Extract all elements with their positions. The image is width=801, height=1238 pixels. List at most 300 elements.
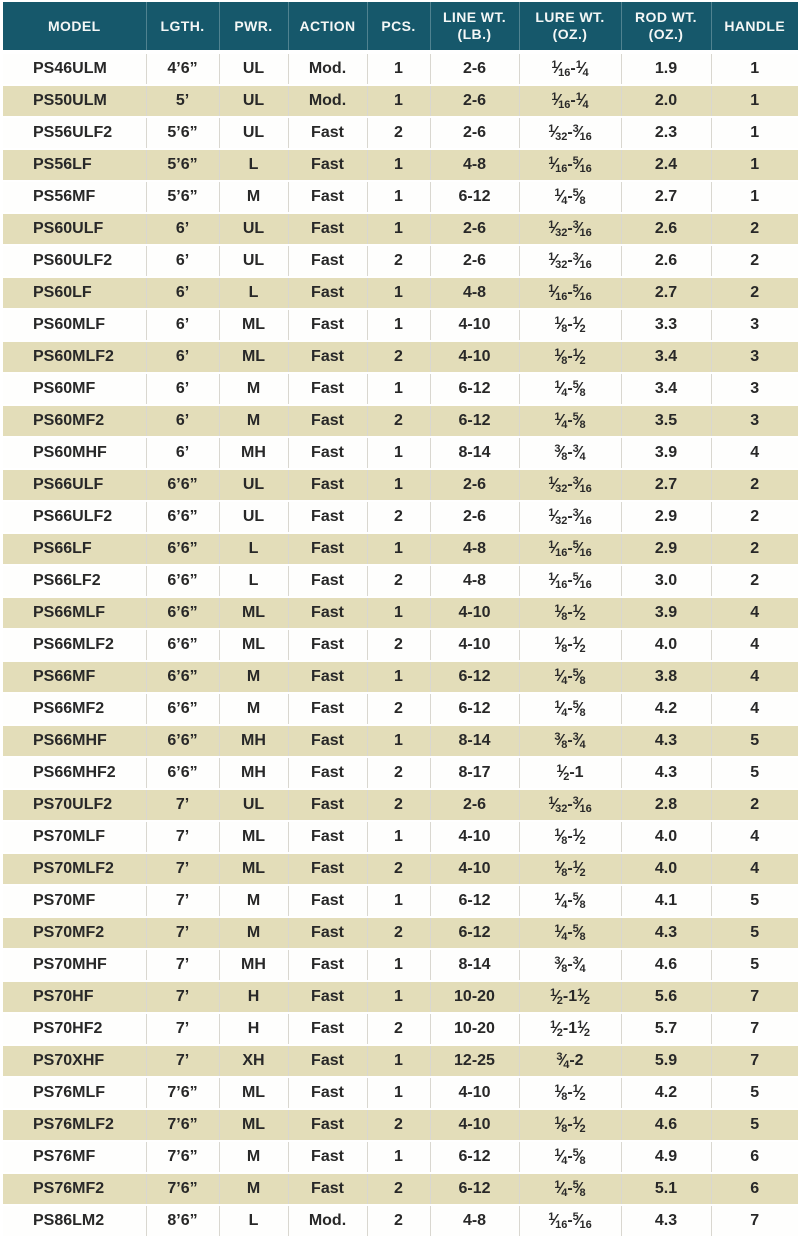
cell-handle: 5 [711, 1109, 798, 1141]
cell-lure_wt: $^1⁄_{16}-^5⁄_{16}$ [519, 565, 621, 597]
cell-rod_wt: 2.9 [621, 533, 711, 565]
cell-line_wt: 4-8 [430, 1205, 519, 1236]
cell-power: UL [219, 213, 288, 245]
cell-lure_wt: $^3⁄_8-^3⁄_4$ [519, 949, 621, 981]
cell-line_wt: 12-25 [430, 1045, 519, 1077]
cell-model: PS66MLF2 [33, 636, 114, 653]
cell-action: Mod. [288, 1205, 367, 1236]
cell-rod_wt: 2.7 [621, 181, 711, 213]
cell-action: Fast [288, 949, 367, 981]
cell-line_wt: 4-10 [430, 341, 519, 373]
cell-line_wt: 2-6 [430, 789, 519, 821]
cell-line_wt: 2-6 [430, 501, 519, 533]
cell-handle: 4 [711, 693, 798, 725]
cell-line_wt: 6-12 [430, 1173, 519, 1205]
cell-power: MH [219, 725, 288, 757]
cell-model: PS70MLF2 [33, 860, 114, 877]
cell-handle: 7 [711, 1205, 798, 1236]
cell-action: Fast [288, 373, 367, 405]
cell-line_wt: 4-10 [430, 309, 519, 341]
cell-lure_wt: $^1⁄_{32}-^3⁄_{16}$ [519, 117, 621, 149]
spec-row-ps66mlf [3, 597, 798, 629]
cell-handle: 2 [711, 789, 798, 821]
cell-model: PS56ULF2 [33, 124, 113, 141]
cell-lure_wt: $^1⁄_2-1^1⁄_2$ [519, 1013, 621, 1045]
cell-pcs: 1 [367, 469, 430, 501]
cell-pcs: 2 [367, 1173, 430, 1205]
cell-pcs: 2 [367, 341, 430, 373]
cell-model: PS66MF2 [33, 700, 105, 717]
cell-line_wt: 4-8 [430, 533, 519, 565]
cell-length: 6’6” [146, 725, 219, 757]
cell-action: Mod. [288, 52, 367, 85]
cell-power: UL [219, 117, 288, 149]
spec-row-ps70mf [3, 885, 798, 917]
cell-rod_wt: 5.6 [621, 981, 711, 1013]
spec-row-ps56lf [3, 149, 798, 181]
cell-pcs: 1 [367, 821, 430, 853]
cell-length: 7’ [146, 981, 219, 1013]
cell-power: L [219, 1205, 288, 1236]
cell-handle: 4 [711, 437, 798, 469]
cell-lure_wt: $^1⁄_8-^1⁄_2$ [519, 629, 621, 661]
cell-pcs: 1 [367, 597, 430, 629]
cell-handle: 1 [711, 149, 798, 181]
cell-line_wt: 4-10 [430, 821, 519, 853]
cell-rod_wt: 4.2 [621, 1077, 711, 1109]
header-cell-lure_wt: LURE WT. (OZ.) [519, 2, 621, 52]
cell-length: 5’6” [146, 117, 219, 149]
cell-pcs: 2 [367, 853, 430, 885]
cell-rod_wt: 3.4 [621, 341, 711, 373]
cell-length: 6’ [146, 309, 219, 341]
cell-pcs: 1 [367, 1141, 430, 1173]
cell-length: 6’6” [146, 533, 219, 565]
spec-row-ps66mf [3, 661, 798, 693]
cell-handle: 2 [711, 565, 798, 597]
cell-handle: 3 [711, 405, 798, 437]
cell-length: 6’ [146, 437, 219, 469]
cell-pcs: 2 [367, 117, 430, 149]
cell-action: Fast [288, 789, 367, 821]
cell-line_wt: 4-10 [430, 1109, 519, 1141]
cell-model: PS56LF [33, 156, 92, 173]
cell-length: 7’6” [146, 1109, 219, 1141]
cell-line_wt: 6-12 [430, 1141, 519, 1173]
cell-model: PS66LF [33, 540, 92, 557]
cell-handle: 4 [711, 853, 798, 885]
cell-rod_wt: 2.4 [621, 149, 711, 181]
cell-model: PS70MF2 [33, 924, 105, 941]
cell-rod_wt: 2.9 [621, 501, 711, 533]
cell-pcs: 2 [367, 789, 430, 821]
cell-model: PS76MF2 [33, 1180, 105, 1197]
cell-pcs: 1 [367, 437, 430, 469]
cell-pcs: 1 [367, 885, 430, 917]
cell-model: PS60LF [33, 284, 92, 301]
cell-lure_wt: $^1⁄_{16}-^5⁄_{16}$ [519, 1205, 621, 1236]
cell-action: Fast [288, 693, 367, 725]
cell-line_wt: 2-6 [430, 213, 519, 245]
cell-power: MH [219, 437, 288, 469]
cell-handle: 2 [711, 469, 798, 501]
cell-lure_wt: $^1⁄_8-^1⁄_2$ [519, 341, 621, 373]
cell-action: Fast [288, 1013, 367, 1045]
cell-line_wt: 6-12 [430, 373, 519, 405]
cell-rod_wt: 3.9 [621, 437, 711, 469]
cell-power: L [219, 149, 288, 181]
cell-rod_wt: 2.0 [621, 85, 711, 117]
cell-handle: 7 [711, 1045, 798, 1077]
cell-length: 5’ [146, 85, 219, 117]
cell-rod_wt: 4.0 [621, 821, 711, 853]
cell-handle: 6 [711, 1173, 798, 1205]
cell-length: 6’6” [146, 661, 219, 693]
cell-handle: 5 [711, 757, 798, 789]
cell-model: PS50ULM [33, 92, 107, 109]
spec-row-ps46ulm [3, 52, 798, 85]
spec-row-ps56ulf2 [3, 117, 798, 149]
cell-pcs: 1 [367, 309, 430, 341]
cell-handle: 7 [711, 1013, 798, 1045]
header-row [3, 2, 798, 52]
cell-lure_wt: $^3⁄_8-^3⁄_4$ [519, 725, 621, 757]
cell-power: L [219, 533, 288, 565]
spec-row-ps60mlf [3, 309, 798, 341]
cell-model: PS66MLF [33, 604, 106, 621]
cell-handle: 2 [711, 277, 798, 309]
cell-model: PS70MF [33, 892, 96, 909]
cell-lure_wt: $^1⁄_4-^5⁄_8$ [519, 405, 621, 437]
cell-line_wt: 6-12 [430, 917, 519, 949]
cell-rod_wt: 2.7 [621, 469, 711, 501]
cell-model: PS60MF [33, 380, 96, 397]
cell-handle: 5 [711, 949, 798, 981]
spec-row-ps66mhf [3, 725, 798, 757]
cell-rod_wt: 2.3 [621, 117, 711, 149]
cell-line_wt: 4-8 [430, 277, 519, 309]
cell-action: Fast [288, 661, 367, 693]
cell-handle: 5 [711, 885, 798, 917]
cell-handle: 4 [711, 597, 798, 629]
cell-model: PS66ULF2 [33, 508, 113, 525]
cell-rod_wt: 5.7 [621, 1013, 711, 1045]
cell-handle: 2 [711, 245, 798, 277]
cell-power: UL [219, 789, 288, 821]
header-cell-line_wt: LINE WT. (LB.) [430, 2, 519, 52]
cell-lure_wt: $^3⁄_4-2$ [519, 1045, 621, 1077]
cell-power: L [219, 277, 288, 309]
cell-line_wt: 8-14 [430, 725, 519, 757]
cell-model: PS66MF [33, 668, 96, 685]
spec-row-ps66mf2 [3, 693, 798, 725]
cell-power: M [219, 1141, 288, 1173]
spec-row-ps70mlf2 [3, 853, 798, 885]
cell-power: ML [219, 309, 288, 341]
cell-pcs: 2 [367, 1205, 430, 1236]
cell-action: Fast [288, 1077, 367, 1109]
spec-row-ps60mf [3, 373, 798, 405]
cell-line_wt: 2-6 [430, 245, 519, 277]
cell-power: ML [219, 1109, 288, 1141]
cell-action: Fast [288, 469, 367, 501]
cell-line_wt: 6-12 [430, 181, 519, 213]
cell-lure_wt: $^3⁄_8-^3⁄_4$ [519, 437, 621, 469]
cell-lure_wt: $^1⁄_{16}-^1⁄_4$ [519, 52, 621, 85]
spec-row-ps50ulm [3, 85, 798, 117]
cell-handle: 3 [711, 341, 798, 373]
cell-length: 7’ [146, 821, 219, 853]
cell-length: 6’ [146, 245, 219, 277]
cell-rod_wt: 4.3 [621, 757, 711, 789]
cell-pcs: 1 [367, 981, 430, 1013]
cell-rod_wt: 2.8 [621, 789, 711, 821]
cell-pcs: 1 [367, 1077, 430, 1109]
spec-row-ps66mlf2 [3, 629, 798, 661]
cell-action: Fast [288, 885, 367, 917]
cell-rod_wt: 3.9 [621, 597, 711, 629]
cell-power: ML [219, 1077, 288, 1109]
cell-length: 7’ [146, 1045, 219, 1077]
cell-power: M [219, 373, 288, 405]
cell-power: UL [219, 501, 288, 533]
cell-handle: 1 [711, 52, 798, 85]
cell-action: Fast [288, 533, 367, 565]
cell-lure_wt: $^1⁄_8-^1⁄_2$ [519, 309, 621, 341]
cell-model: PS70MLF [33, 828, 106, 845]
cell-model: PS60MF2 [33, 412, 105, 429]
cell-length: 7’ [146, 789, 219, 821]
spec-row-ps76mf [3, 1141, 798, 1173]
cell-action: Fast [288, 149, 367, 181]
spec-row-ps66lf [3, 533, 798, 565]
cell-pcs: 1 [367, 373, 430, 405]
cell-action: Fast [288, 853, 367, 885]
cell-lure_wt: $^1⁄_2-1$ [519, 757, 621, 789]
cell-lure_wt: $^1⁄_4-^5⁄_8$ [519, 1173, 621, 1205]
cell-action: Fast [288, 725, 367, 757]
cell-lure_wt: $^1⁄_4-^5⁄_8$ [519, 917, 621, 949]
cell-line_wt: 4-10 [430, 1077, 519, 1109]
cell-length: 7’6” [146, 1077, 219, 1109]
cell-action: Fast [288, 277, 367, 309]
spec-row-ps60mlf2 [3, 341, 798, 373]
cell-rod_wt: 1.9 [621, 52, 711, 85]
cell-pcs: 1 [367, 85, 430, 117]
cell-power: UL [219, 52, 288, 85]
cell-action: Fast [288, 501, 367, 533]
cell-action: Fast [288, 181, 367, 213]
cell-model: PS76MLF2 [33, 1116, 114, 1133]
spec-row-ps86lm2 [3, 1205, 798, 1236]
cell-rod_wt: 3.3 [621, 309, 711, 341]
cell-rod_wt: 3.4 [621, 373, 711, 405]
cell-handle: 1 [711, 117, 798, 149]
cell-length: 7’ [146, 917, 219, 949]
cell-power: M [219, 917, 288, 949]
spec-row-ps66lf2 [3, 565, 798, 597]
cell-action: Fast [288, 1173, 367, 1205]
cell-pcs: 2 [367, 693, 430, 725]
cell-pcs: 2 [367, 917, 430, 949]
spec-row-ps70mhf [3, 949, 798, 981]
cell-power: ML [219, 341, 288, 373]
cell-power: M [219, 1173, 288, 1205]
cell-length: 6’ [146, 373, 219, 405]
cell-rod_wt: 3.5 [621, 405, 711, 437]
cell-model: PS70HF2 [33, 1020, 103, 1037]
spec-row-ps60mf2 [3, 405, 798, 437]
cell-length: 5’6” [146, 181, 219, 213]
cell-model: PS60ULF2 [33, 252, 113, 269]
cell-handle: 1 [711, 181, 798, 213]
table-body [3, 52, 798, 1236]
header-cell-model: MODEL [3, 2, 146, 52]
cell-action: Fast [288, 437, 367, 469]
header-cell-power: PWR. [219, 2, 288, 52]
header-cell-handle: HANDLE [711, 2, 798, 52]
cell-power: MH [219, 757, 288, 789]
cell-pcs: 1 [367, 533, 430, 565]
cell-length: 6’ [146, 405, 219, 437]
cell-length: 7’ [146, 853, 219, 885]
cell-pcs: 1 [367, 725, 430, 757]
cell-pcs: 1 [367, 149, 430, 181]
spec-row-ps60lf [3, 277, 798, 309]
spec-row-ps70mlf [3, 821, 798, 853]
cell-power: M [219, 181, 288, 213]
cell-action: Fast [288, 1141, 367, 1173]
spec-row-ps70hf [3, 981, 798, 1013]
cell-line_wt: 6-12 [430, 661, 519, 693]
cell-pcs: 1 [367, 181, 430, 213]
cell-model: PS70MHF [33, 956, 107, 973]
cell-lure_wt: $^1⁄_{16}-^5⁄_{16}$ [519, 149, 621, 181]
cell-power: H [219, 981, 288, 1013]
cell-action: Fast [288, 341, 367, 373]
cell-model: PS60ULF [33, 220, 104, 237]
spec-row-ps70mf2 [3, 917, 798, 949]
cell-length: 6’6” [146, 597, 219, 629]
cell-line_wt: 6-12 [430, 693, 519, 725]
cell-model: PS66MHF2 [33, 764, 116, 781]
cell-rod_wt: 2.6 [621, 213, 711, 245]
spec-row-ps70ulf2 [3, 789, 798, 821]
cell-pcs: 1 [367, 661, 430, 693]
cell-power: ML [219, 821, 288, 853]
spec-row-ps56mf [3, 181, 798, 213]
cell-model: PS76MLF [33, 1084, 106, 1101]
cell-action: Fast [288, 117, 367, 149]
cell-line_wt: 2-6 [430, 85, 519, 117]
cell-line_wt: 2-6 [430, 117, 519, 149]
cell-line_wt: 8-14 [430, 949, 519, 981]
cell-model: PS60MLF [33, 316, 106, 333]
cell-handle: 4 [711, 821, 798, 853]
cell-lure_wt: $^1⁄_{32}-^3⁄_{16}$ [519, 501, 621, 533]
cell-line_wt: 2-6 [430, 469, 519, 501]
cell-rod_wt: 4.0 [621, 629, 711, 661]
cell-lure_wt: $^1⁄_4-^5⁄_8$ [519, 661, 621, 693]
cell-line_wt: 4-8 [430, 565, 519, 597]
cell-action: Fast [288, 981, 367, 1013]
cell-pcs: 1 [367, 52, 430, 85]
cell-power: ML [219, 597, 288, 629]
cell-length: 7’ [146, 885, 219, 917]
cell-line_wt: 8-17 [430, 757, 519, 789]
cell-rod_wt: 3.8 [621, 661, 711, 693]
cell-action: Fast [288, 565, 367, 597]
cell-action: Fast [288, 821, 367, 853]
cell-power: M [219, 661, 288, 693]
cell-power: M [219, 885, 288, 917]
spec-row-ps66mhf2 [3, 757, 798, 789]
cell-line_wt: 4-10 [430, 597, 519, 629]
cell-handle: 4 [711, 661, 798, 693]
spec-row-ps76mlf2 [3, 1109, 798, 1141]
cell-action: Fast [288, 597, 367, 629]
cell-line_wt: 6-12 [430, 885, 519, 917]
cell-power: M [219, 693, 288, 725]
cell-line_wt: 10-20 [430, 981, 519, 1013]
cell-lure_wt: $^1⁄_{16}-^1⁄_4$ [519, 85, 621, 117]
spec-table [3, 2, 798, 1236]
cell-model: PS66MHF [33, 732, 107, 749]
cell-action: Fast [288, 757, 367, 789]
cell-line_wt: 6-12 [430, 405, 519, 437]
cell-rod_wt: 5.1 [621, 1173, 711, 1205]
cell-pcs: 2 [367, 565, 430, 597]
spec-row-ps66ulf2 [3, 501, 798, 533]
cell-pcs: 1 [367, 949, 430, 981]
cell-rod_wt: 2.7 [621, 277, 711, 309]
spec-row-ps60mhf [3, 437, 798, 469]
cell-length: 6’ [146, 341, 219, 373]
cell-model: PS60MHF [33, 444, 107, 461]
cell-action: Fast [288, 405, 367, 437]
cell-pcs: 2 [367, 1013, 430, 1045]
cell-length: 8’6” [146, 1205, 219, 1236]
cell-handle: 6 [711, 1141, 798, 1173]
cell-model: PS46ULM [33, 60, 107, 77]
cell-model: PS70XHF [33, 1052, 105, 1069]
cell-lure_wt: $^1⁄_8-^1⁄_2$ [519, 597, 621, 629]
cell-power: XH [219, 1045, 288, 1077]
cell-length: 6’6” [146, 629, 219, 661]
spec-row-ps76mf2 [3, 1173, 798, 1205]
cell-lure_wt: $^1⁄_{32}-^3⁄_{16}$ [519, 245, 621, 277]
cell-pcs: 2 [367, 1109, 430, 1141]
cell-lure_wt: $^1⁄_{32}-^3⁄_{16}$ [519, 789, 621, 821]
cell-power: UL [219, 85, 288, 117]
cell-length: 6’6” [146, 757, 219, 789]
cell-rod_wt: 4.9 [621, 1141, 711, 1173]
cell-model: PS56MF [33, 188, 96, 205]
cell-action: Fast [288, 1045, 367, 1077]
cell-action: Fast [288, 309, 367, 341]
cell-length: 6’6” [146, 565, 219, 597]
cell-rod_wt: 4.3 [621, 917, 711, 949]
cell-handle: 4 [711, 629, 798, 661]
cell-length: 7’ [146, 1013, 219, 1045]
cell-line_wt: 4-10 [430, 853, 519, 885]
cell-lure_wt: $^1⁄_4-^5⁄_8$ [519, 1141, 621, 1173]
cell-lure_wt: $^1⁄_{16}-^5⁄_{16}$ [519, 277, 621, 309]
cell-model: PS76MF [33, 1148, 96, 1165]
header-cell-action: ACTION [288, 2, 367, 52]
cell-lure_wt: $^1⁄_4-^5⁄_8$ [519, 885, 621, 917]
cell-action: Fast [288, 629, 367, 661]
